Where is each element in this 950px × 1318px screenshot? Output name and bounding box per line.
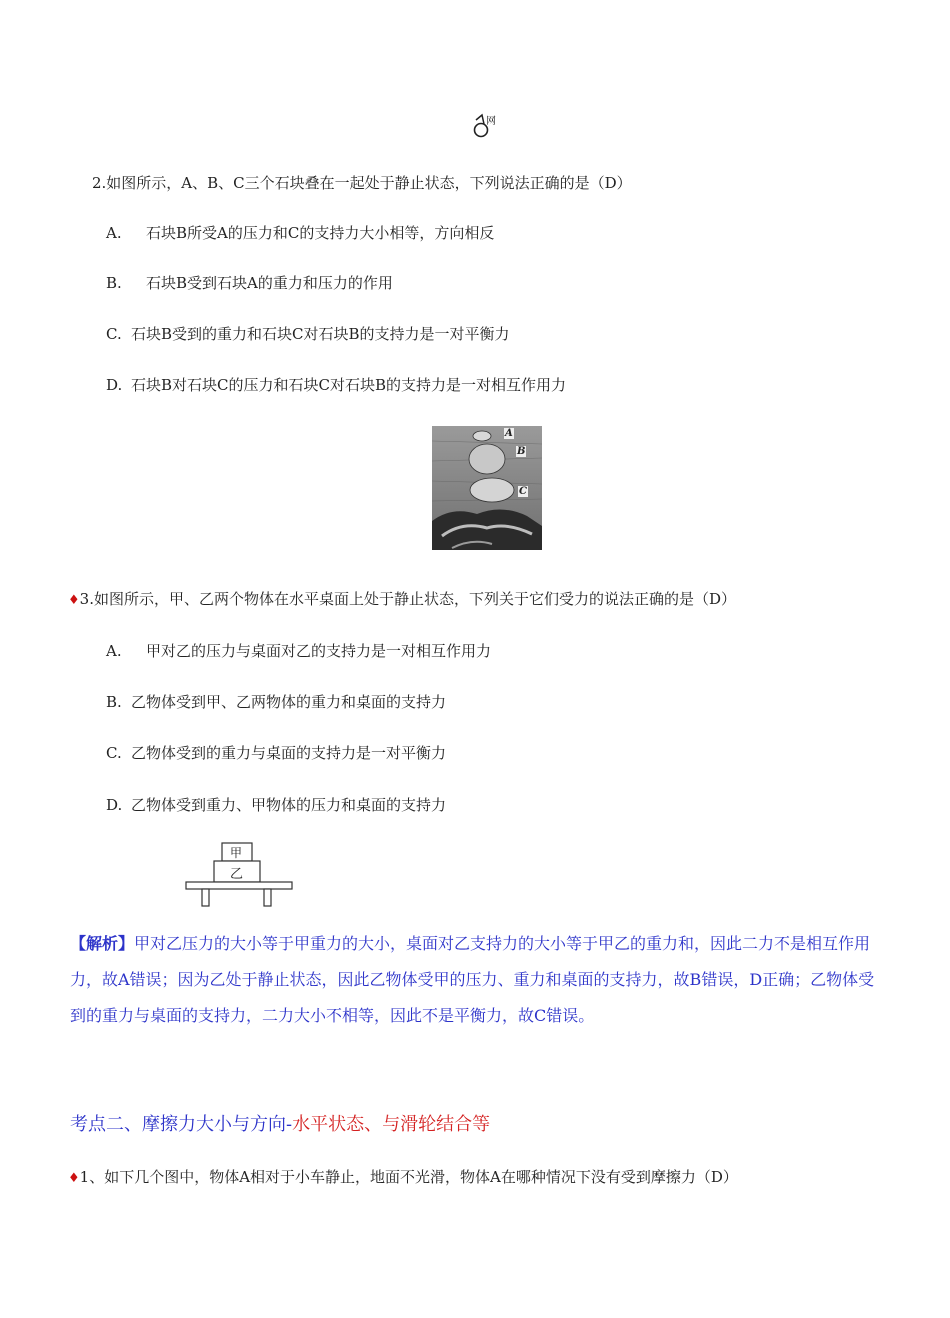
q3-option-b bbox=[106, 691, 446, 712]
option-label: A. bbox=[106, 642, 122, 660]
q3-option-a bbox=[106, 640, 491, 661]
analysis-block bbox=[70, 926, 890, 1034]
diamond-marker-icon: ♦ bbox=[68, 1171, 80, 1186]
option-label: A. bbox=[106, 224, 122, 242]
option-label: C. bbox=[106, 325, 122, 343]
block-label-yi: 乙 bbox=[230, 867, 244, 882]
stone-label-c: C bbox=[519, 486, 527, 497]
option-label: D. bbox=[106, 376, 123, 394]
block-label-jia: 甲 bbox=[230, 846, 243, 860]
section-heading bbox=[70, 1110, 490, 1136]
question-next bbox=[68, 1166, 738, 1187]
logo-text: 网 bbox=[486, 116, 496, 127]
option-text: 石块B受到石块A的重力和压力的作用 bbox=[146, 274, 393, 292]
q2-option-b bbox=[106, 272, 393, 293]
option-text: 甲对乙的压力与桌面对乙的支持力是一对相互作用力 bbox=[146, 642, 492, 660]
q3-option-d bbox=[106, 794, 446, 815]
section-heading-sub: 水平状态、与滑轮结合等 bbox=[292, 1114, 491, 1135]
blocks-on-table-figure bbox=[184, 842, 294, 908]
option-text: 石块B对石块C的压力和石块C对石块B的支持力是一对相互作用力 bbox=[131, 376, 567, 394]
question-2-text: 2.如图所示，A、B、C三个石块叠在一起处于静止状态，下列说法正确的是（D） bbox=[92, 174, 632, 192]
option-text: 石块B受到的重力和石块C对石块B的支持力是一对平衡力 bbox=[131, 325, 510, 343]
diamond-marker-icon: ♦ bbox=[68, 593, 80, 608]
q3-option-c bbox=[106, 742, 446, 763]
question-next-text: 1、如下几个图中，物体A相对于小车静止，地面不光滑，物体A在哪种情况下没有受到摩擦力（D） bbox=[79, 1168, 738, 1186]
top-logo bbox=[468, 112, 504, 140]
option-text: 石块B所受A的压力和C的支持力大小相等，方向相反 bbox=[146, 224, 495, 242]
option-text: 乙物体受到重力、甲物体的压力和桌面的支持力 bbox=[131, 796, 447, 814]
stone-label-b: B bbox=[517, 446, 526, 457]
stone-label-a: A bbox=[505, 428, 513, 439]
q2-option-d bbox=[106, 374, 566, 395]
option-label: B. bbox=[106, 693, 122, 711]
section-heading-main: 考点二、摩擦力大小与方向- bbox=[70, 1114, 293, 1135]
option-label: D. bbox=[106, 796, 123, 814]
stacked-stones-figure bbox=[432, 426, 542, 550]
option-label: B. bbox=[106, 274, 122, 292]
analysis-header: 【解析】 bbox=[70, 934, 135, 953]
question-3 bbox=[68, 588, 736, 609]
analysis-body: 甲对乙压力的大小等于甲重力的大小，桌面对乙支持力的大小等于甲乙的重力和，因此二力不是相互作用力，故A错误；因为乙处于静止状态，因此乙物体受甲的压力、重力和桌面的支持力，故B错误，D正确；乙物体受到的重力与桌面的支持力，二力大小不相等，因此不是平衡力，故C错误。 bbox=[70, 934, 875, 1025]
question-3-text: 3.如图所示，甲、乙两个物体在水平桌面上处于静止状态，下列关于它们受力的说法正确的是（D） bbox=[79, 590, 736, 608]
q2-option-c bbox=[106, 323, 510, 344]
option-text: 乙物体受到的重力与桌面的支持力是一对平衡力 bbox=[131, 744, 447, 762]
option-label: C. bbox=[106, 744, 122, 762]
q2-option-a bbox=[106, 222, 494, 243]
option-text: 乙物体受到甲、乙两物体的重力和桌面的支持力 bbox=[131, 693, 447, 711]
